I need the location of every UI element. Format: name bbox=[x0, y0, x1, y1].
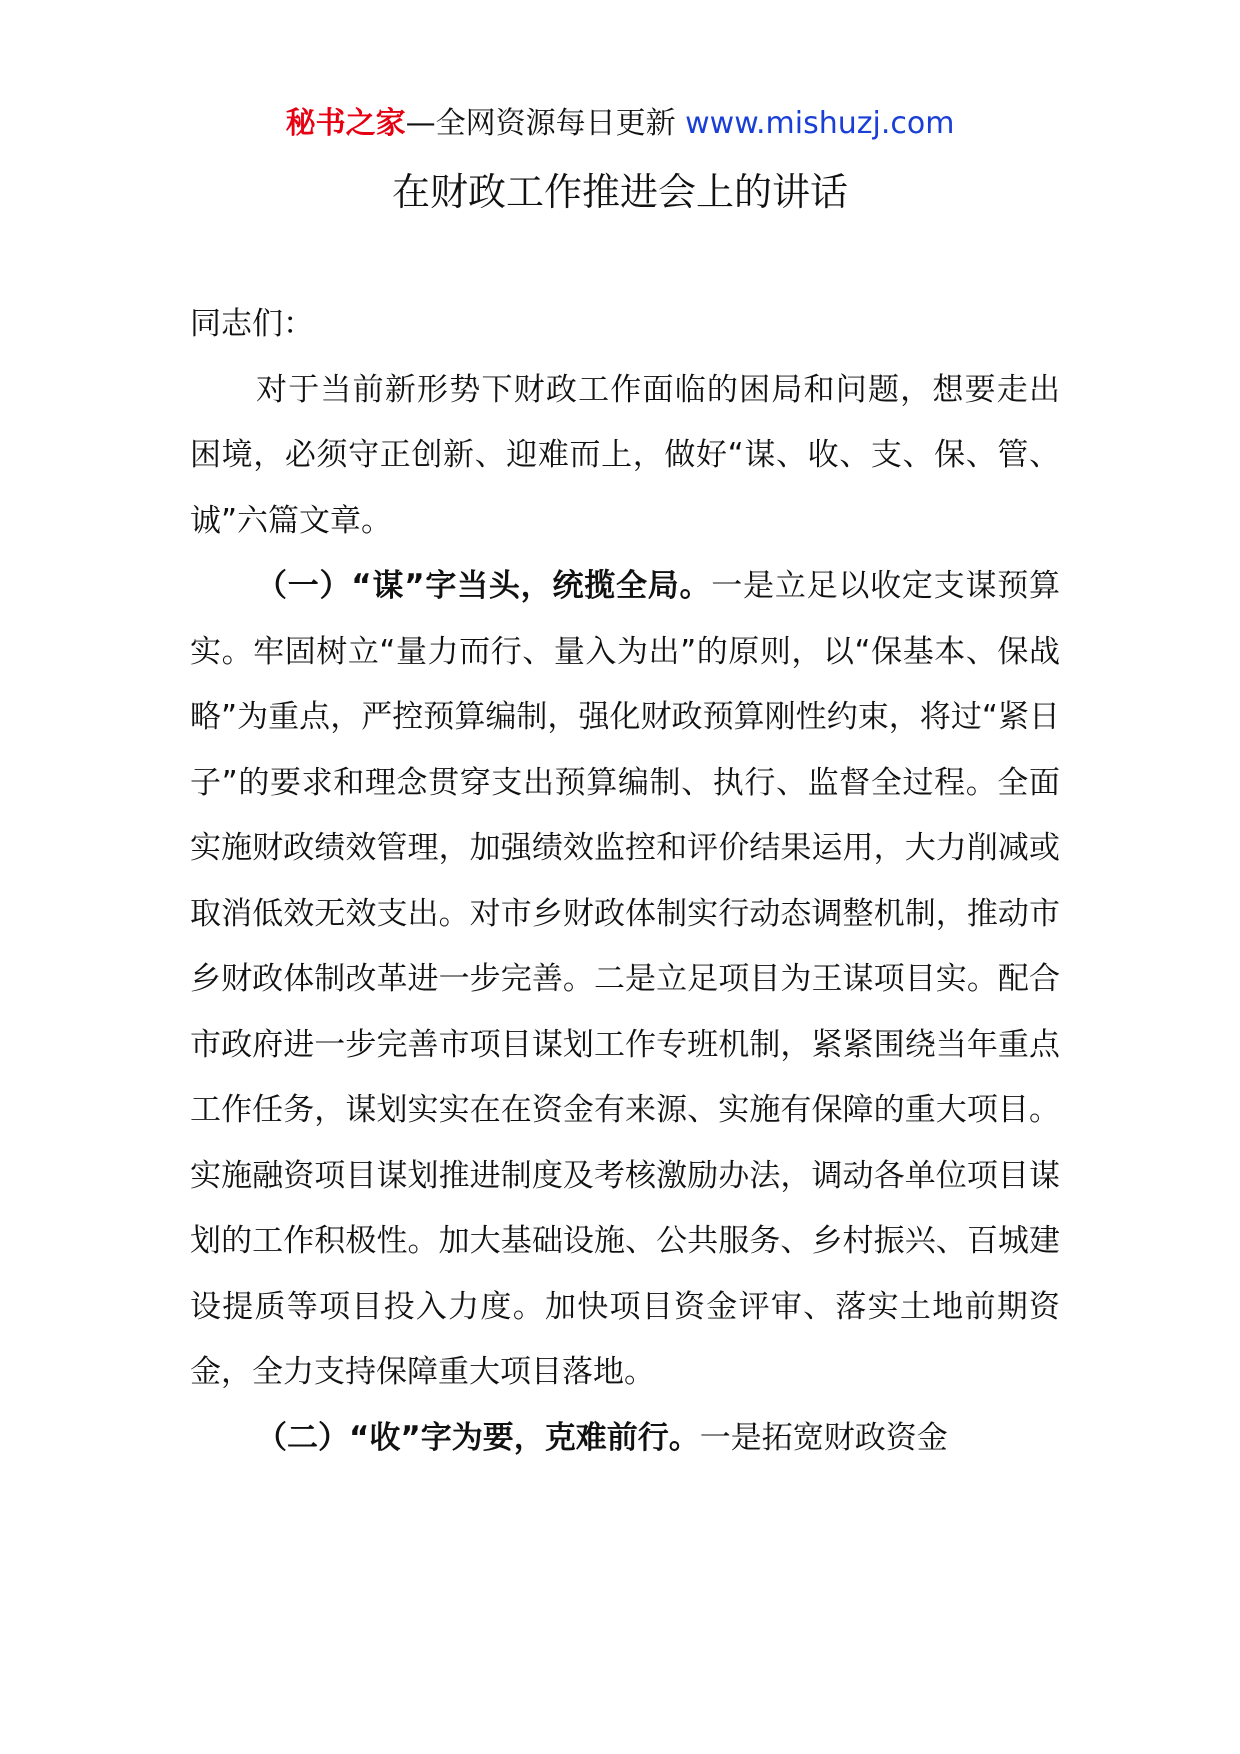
section-1-body: 一是立足以收定支谋预算实。牢固树立“量力而行、量入为出”的原则，以“保基本、保战略”为重点，严控预算编制，强化财政预算刚性约束，将过“紧日子”的要求和理念贯穿支出预算编制、执行、监督全过程。全面实施财政绩效管理，加强绩效监控和评价结果运用，大力削减或取消低效无效支出。对市乡财政体制实行动态调整机制，推动市乡财政体制改革进一步完善。二是立足项目为王谋项目实。配合市政府进一步完善市项目谋划工作专班机制，紧紧围绕当年重点工作任务，谋划实实在在资金有来源、实施有保障的重大项目。实施融资项目谋划推进制度及考核激励办法，调动各单位项目谋划的工作积极性。加大基础设施、公共服务、乡村振兴、百城建设提质等项目投入力度。加快项目资金评审、落实土地前期资金，全力支持保障重大项目落地。 bbox=[190, 568, 1060, 1390]
section-2-body: 一是拓宽财政资金 bbox=[699, 1419, 948, 1456]
brand-name: 秘书之家 bbox=[285, 106, 406, 141]
section-2-heading: （二）“收”字为要，克难前行。 bbox=[256, 1419, 700, 1456]
document-body bbox=[190, 292, 1060, 1471]
section-1-paragraph bbox=[190, 554, 1060, 1406]
site-header bbox=[0, 104, 1240, 144]
section-2-paragraph bbox=[190, 1406, 1060, 1472]
header-tagline: —全网资源每日更新 bbox=[405, 106, 686, 141]
document-title: 在财政工作推进会上的讲话 bbox=[391, 170, 848, 214]
site-url[interactable]: www.mishuzj.com bbox=[685, 106, 955, 141]
section-1-heading: （一）“谋”字当头，统揽全局。 bbox=[256, 568, 712, 604]
salutation: 同志们： bbox=[190, 306, 314, 342]
intro-paragraph: 对于当前新形势下财政工作面临的困局和问题，想要走出困境，必须守正创新、迎难而上，做好“谋、收、支、保、管、诚”六篇文章。 bbox=[190, 371, 1060, 539]
